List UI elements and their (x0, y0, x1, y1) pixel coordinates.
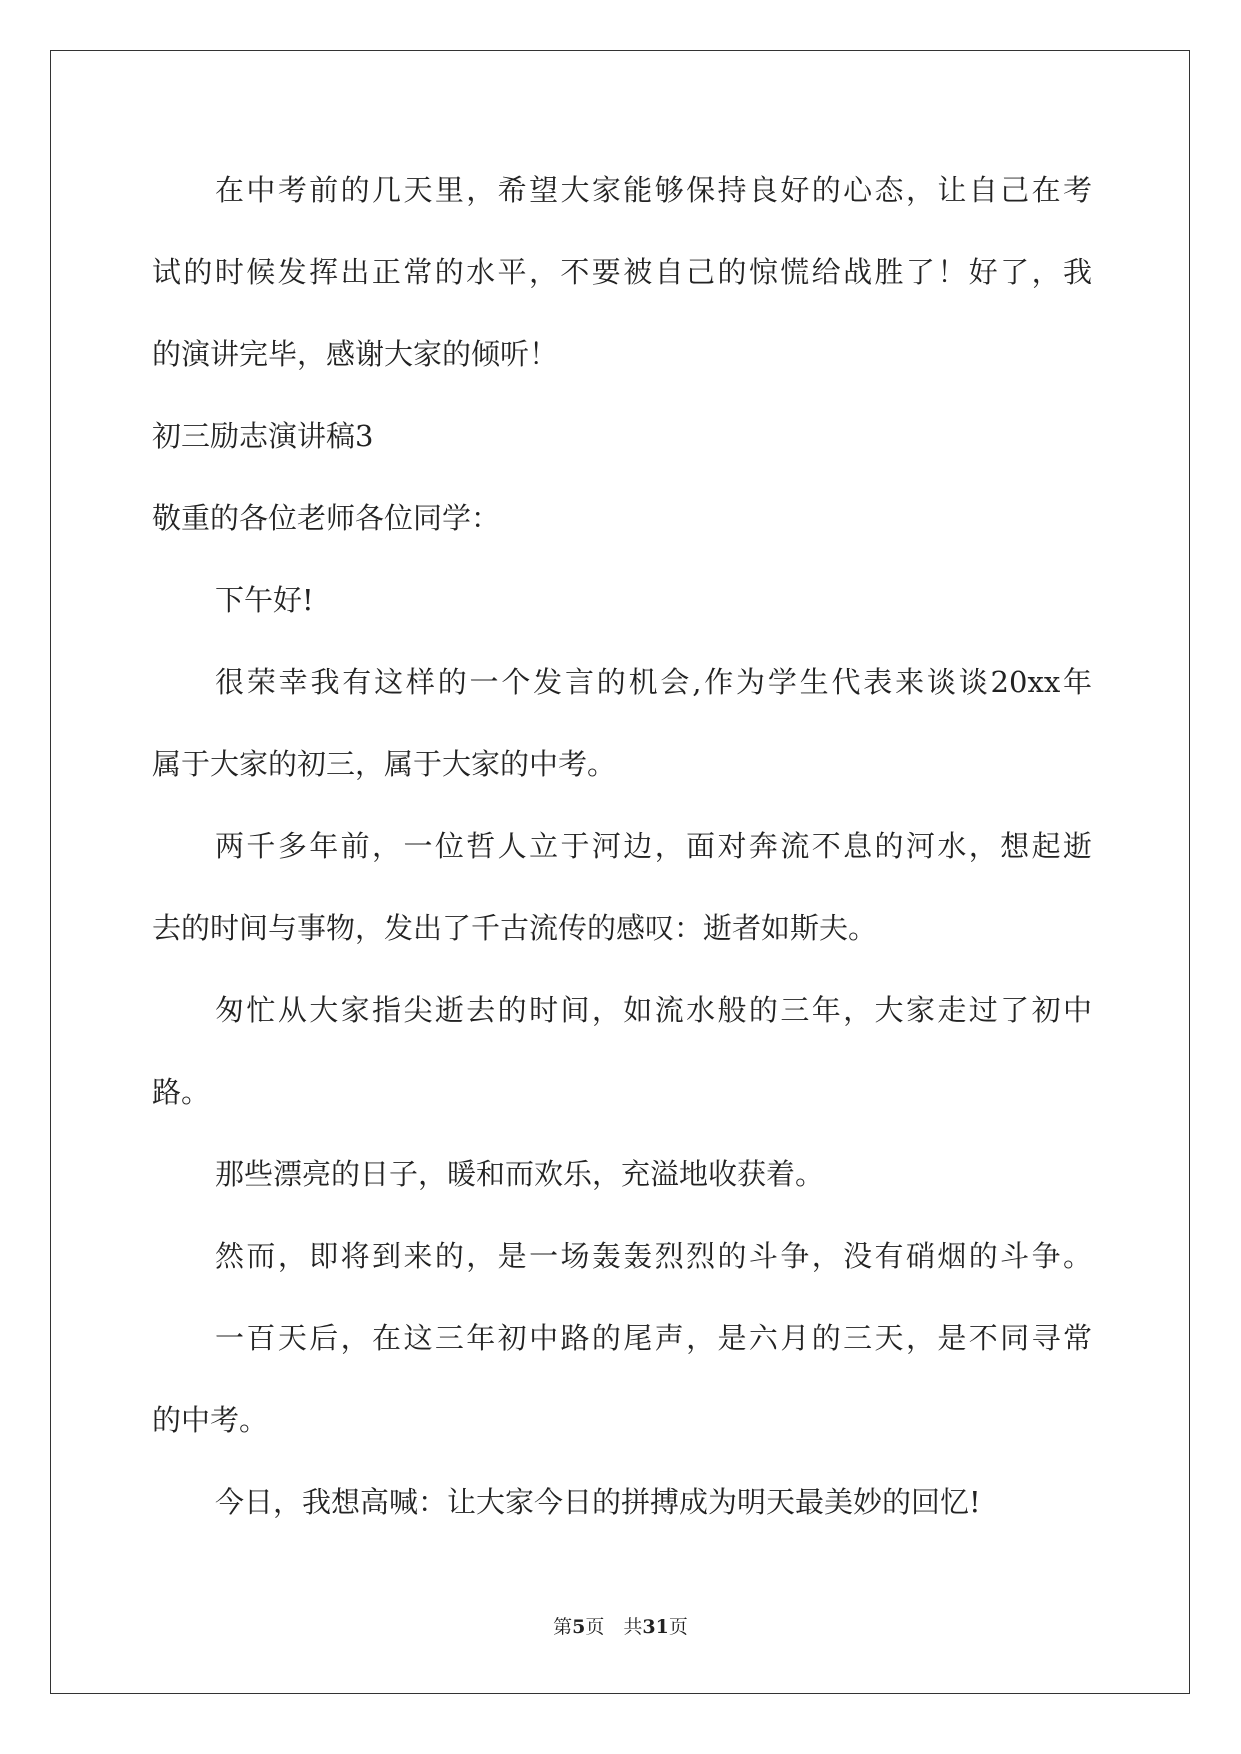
paragraph-line: 的中考。 (152, 1403, 269, 1437)
footer-mid: 页 共 (585, 1616, 643, 1638)
paragraph-line: 那些漂亮的日子，暖和而欢乐，充溢地收获着。 (215, 1157, 825, 1191)
paragraph-line: 一百天后，在这三年初中路的尾声，是六月的三天，是不同寻常 (215, 1321, 1092, 1355)
footer-prefix: 第 (553, 1616, 573, 1638)
paragraph-line: 在中考前的几天里，希望大家能够保持良好的心态，让自己在考 (215, 173, 1092, 207)
paragraph-line: 匆忙从大家指尖逝去的时间，如流水般的三年，大家走过了初中 (215, 993, 1092, 1027)
paragraph-line: 今日，我想高喊：让大家今日的拼搏成为明天最美妙的回忆! (215, 1485, 981, 1519)
paragraph-line: 然而，即将到来的，是一场轰轰烈烈的斗争，没有硝烟的斗争。 (215, 1239, 1092, 1273)
paragraph-line: 属于大家的初三，属于大家的中考。 (152, 747, 617, 781)
section-heading: 初三励志演讲稿3 (152, 419, 374, 453)
paragraph-line: 的演讲完毕，感谢大家的倾听！ (152, 337, 559, 371)
paragraph-line: 很荣幸我有这样的一个发言的机会,作为学生代表来谈谈20xx年 (215, 665, 1092, 699)
page-footer (0, 1612, 1241, 1639)
current-page-number: 5 (572, 1616, 586, 1638)
paragraph-line: 两千多年前，一位哲人立于河边，面对奔流不息的河水，想起逝 (215, 829, 1092, 863)
paragraph-line: 去的时间与事物，发出了千古流传的感叹：逝者如斯夫。 (152, 911, 878, 945)
page-border (50, 50, 1190, 1694)
total-page-count: 31 (642, 1616, 669, 1638)
paragraph-line: 路。 (152, 1075, 211, 1109)
paragraph-line: 试的时候发挥出正常的水平，不要被自己的惊慌给战胜了！好了，我 (152, 255, 1092, 289)
footer-suffix: 页 (668, 1616, 688, 1638)
salutation: 敬重的各位老师各位同学： (152, 501, 501, 535)
greeting: 下午好! (215, 583, 314, 617)
